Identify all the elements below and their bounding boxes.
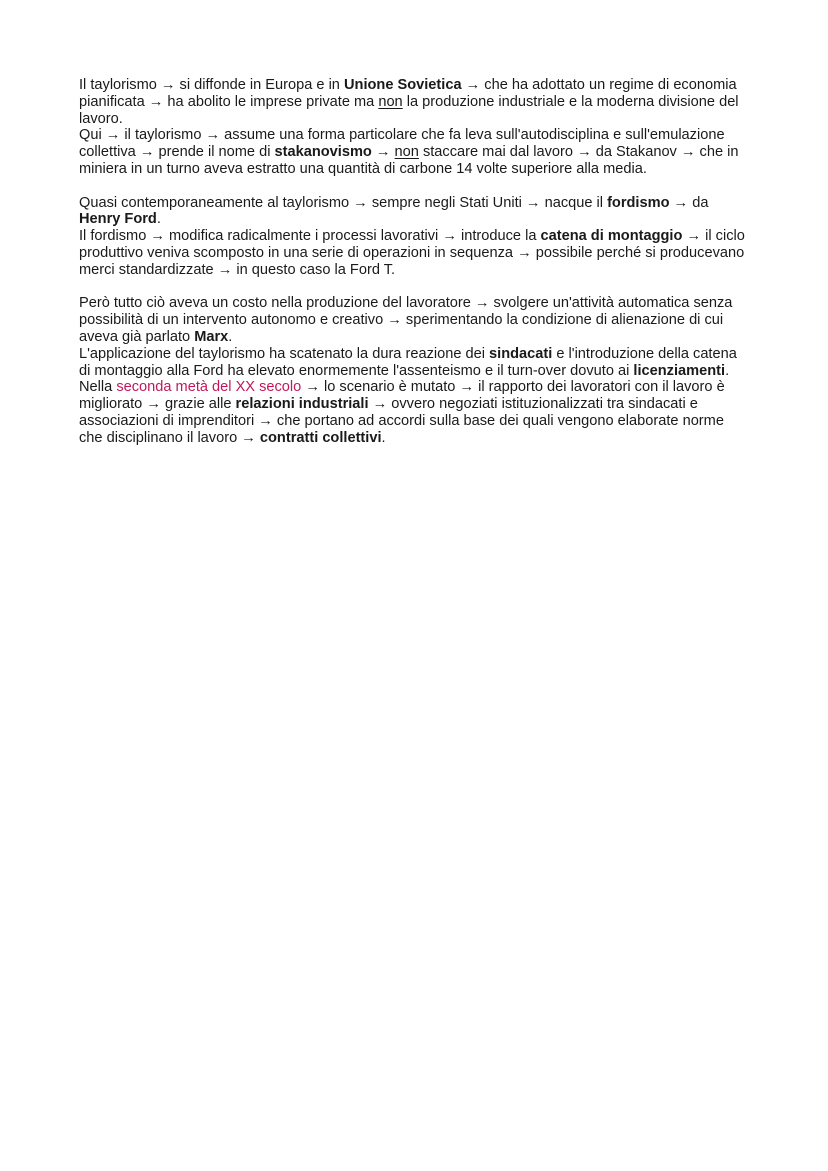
text-run: Il fordismo → modifica radicalmente i processi lavorativi → introduce la — [79, 228, 541, 245]
text-run: Il taylorismo → si diffonde in Europa e in — [79, 77, 344, 93]
text-run: . — [381, 429, 386, 446]
text-run: staccare mai dal lavoro → da Stakanov → che in miniera in un turno aveva estratto una quantità di carbone 14 volte superiore alla media. — [79, 144, 739, 177]
text-run: → lo scenario è mutato → il rapporto dei lavoratori con il lavoro è migliorato → grazie alle — [79, 379, 725, 413]
paragraph-alienation-relations — [79, 295, 751, 446]
text-run: → da — [669, 194, 709, 211]
text-run: Qui → il taylorismo → assume una forma particolare che fa leva sull'autodisciplina e sull'emulazione collettiva → prende il nome di — [79, 127, 725, 161]
text-line — [79, 77, 751, 127]
bold-term-henry-ford: Henry Ford — [79, 211, 157, 228]
text-run: . — [725, 362, 730, 379]
text-run: . — [156, 211, 161, 228]
text-line — [79, 379, 751, 446]
bold-term-stakanovismo: stakanovismo — [274, 144, 372, 161]
text-line — [79, 295, 751, 345]
text-run: → il ciclo produttivo veniva scomposto in una serie di operazioni in sequenza → possibile perché si producevano merci standardizzate → in questo caso la Ford T. — [79, 228, 745, 278]
paragraph-taylorism-ussr — [79, 77, 751, 178]
text-run: Però tutto ciò aveva un costo nella produzione del lavoratore → svolgere un'attività automatica senza possibilità di un intervento autonomo e creativo → sperimentando la condizione di alienazione di cui aveva già parlato — [79, 295, 733, 345]
text-run: la produzione industriale e la moderna divisione del lavoro. — [79, 93, 739, 127]
document-body — [79, 77, 751, 447]
bold-term-relazioni-industriali: relazioni industriali — [235, 396, 369, 413]
bold-term-sindacati: sindacati — [489, 345, 553, 362]
text-run: → che ha adottato un regime di economia pianificata → ha abolito le imprese private ma — [79, 77, 737, 110]
text-run: e l'introduzione della catena di montaggio alla Ford ha elevato enormemente l'assenteismo e il turn-over dovuto ai — [79, 345, 737, 379]
highlighted-phrase-seconda-meta: seconda metà del XX secolo — [116, 379, 302, 396]
text-run: → — [371, 144, 395, 161]
bold-term-catena-di-montaggio: catena di montaggio — [540, 228, 683, 245]
text-line — [79, 195, 751, 229]
text-run: L'applicazione del taylorismo ha scatenato la dura reazione dei — [79, 345, 490, 362]
bold-term-unione-sovietica: Unione Sovietica — [343, 77, 462, 93]
text-run: Quasi contemporaneamente al taylorismo → sempre negli Stati Uniti → nacque il — [79, 194, 608, 211]
bold-term-marx: Marx — [194, 328, 229, 345]
text-run: Nella — [79, 379, 117, 396]
underlined-word-non: non — [378, 93, 403, 110]
text-line — [79, 127, 751, 177]
underlined-word-non: non — [394, 144, 419, 161]
text-run: → ovvero negoziati istituzionalizzati tra sindacati e associazioni di imprenditori → che portano ad accordi sulla base dei quali vengono elaborate norme che disciplinano il lavoro → — [79, 396, 724, 446]
bold-term-fordismo: fordismo — [607, 194, 670, 211]
bold-term-licenziamenti: licenziamenti — [633, 362, 726, 379]
text-line — [79, 346, 751, 380]
text-line — [79, 228, 751, 278]
text-run: . — [228, 328, 233, 345]
paragraph-fordism — [79, 195, 751, 279]
bold-term-contratti-collettivi: contratti collettivi — [259, 429, 382, 446]
